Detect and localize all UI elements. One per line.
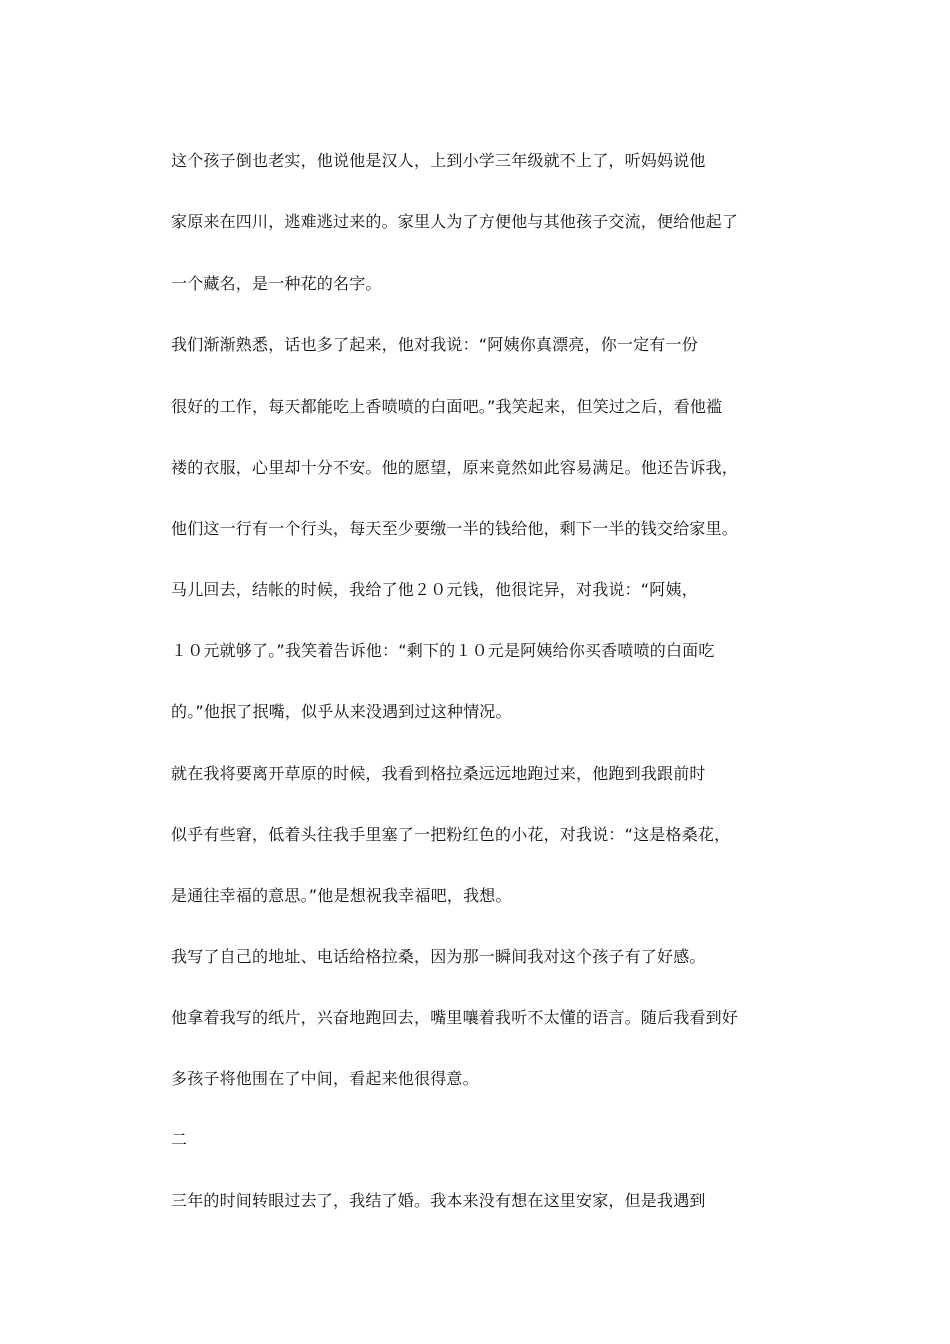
paragraph-line: 我们渐渐熟悉，话也多了起来，他对我说：“阿姨你真漂亮，你一定有一份 — [171, 335, 698, 354]
paragraph-line: 是通往幸福的意思。”他是想祝我幸福吧，我想。 — [171, 886, 512, 905]
paragraph-line: １０元就够了。”我笑着告诉他：“剩下的１０元是阿姨给你买香喷喷的白面吃 — [171, 641, 715, 660]
paragraph-line: 多孩子将他围在了中间，看起来他很得意。 — [171, 1069, 479, 1088]
paragraph-line: 的。”他抿了抿嘴，似乎从来没遇到过这种情况。 — [171, 702, 512, 721]
paragraph-line: 三年的时间转眼过去了，我结了婚。我本来没有想在这里安家，但是我遇到 — [171, 1191, 706, 1210]
paragraph-line: 我写了自己的地址、电话给格拉桑，因为那一瞬间我对这个孩子有了好感。 — [171, 947, 706, 966]
paragraph-line: 就在我将要离开草原的时候，我看到格拉桑远远地跑过来，他跑到我跟前时 — [171, 764, 706, 783]
paragraph-line: 很好的工作，每天都能吃上香喷喷的白面吧。”我笑起来，但笑过之后，看他褴 — [171, 397, 723, 416]
paragraph-line: 褛的衣服，心里却十分不安。他的愿望，原来竟然如此容易满足。他还告诉我， — [171, 458, 739, 477]
paragraph-line: 家原来在四川，逃难逃过来的。家里人为了方便他与其他孩子交流，便给他起了 — [171, 212, 739, 231]
section-heading: 二 — [171, 1130, 188, 1149]
paragraph-line: 似乎有些窘，低着头往我手里塞了一把粉红色的小花，对我说：“这是格桑花， — [171, 825, 731, 844]
paragraph-line: 他拿着我写的纸片，兴奋地跑回去，嘴里嚷着我听不太懂的语言。随后我看到好 — [171, 1008, 739, 1027]
paragraph-line: 这个孩子倒也老实，他说他是汉人，上到小学三年级就不上了，听妈妈说他 — [171, 151, 706, 170]
paragraph-line: 一个藏名，是一种花的名字。 — [171, 274, 382, 293]
paragraph-line: 马儿回去，结帐的时候，我给了他２０元钱，他很诧异，对我说：“阿姨， — [171, 580, 698, 599]
paragraph-line: 他们这一行有一个行头，每天至少要缴一半的钱给他，剩下一半的钱交给家里。 — [171, 519, 739, 538]
